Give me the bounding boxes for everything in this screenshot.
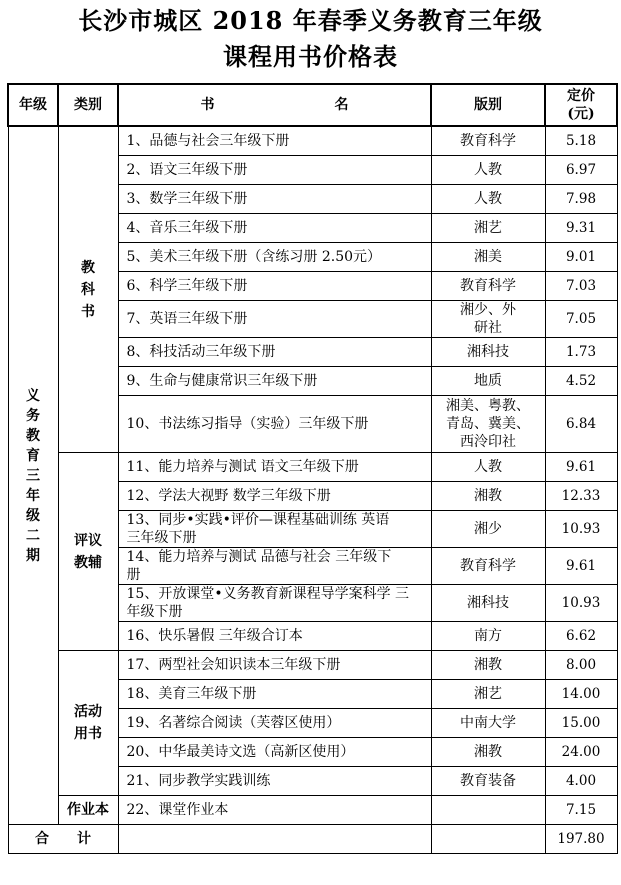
table-row: [8, 126, 617, 156]
price: 7.98: [545, 185, 617, 214]
price: 9.61: [545, 453, 617, 482]
edition: 湘教: [431, 651, 545, 680]
price: 7.15: [545, 796, 617, 825]
book-name: 8、科技活动三年级下册: [118, 338, 431, 367]
edition: 湘科技: [431, 338, 545, 367]
category-activity-cell: [58, 651, 118, 796]
price: 9.61: [545, 548, 617, 585]
price: 6.97: [545, 156, 617, 185]
book-name: 5、美术三年级下册（含练习册 2.50元）: [118, 243, 431, 272]
category-textbook-cell: [58, 126, 118, 453]
grade-cell: [8, 126, 58, 825]
price: 4.52: [545, 367, 617, 396]
edition: 教育装备: [431, 767, 545, 796]
price-table: [7, 83, 618, 854]
category-textbook-label: 教科书: [81, 259, 95, 320]
price: 4.00: [545, 767, 617, 796]
book-name: 11、能力培养与测试 语文三年级下册: [118, 453, 431, 482]
price: 8.00: [545, 651, 617, 680]
edition: 中南大学: [431, 709, 545, 738]
edition: 人教: [431, 156, 545, 185]
header-price-label: 定价: [567, 88, 595, 104]
category-activity-label: 活动用书: [74, 704, 102, 742]
table-row: [8, 651, 617, 680]
price: 10.93: [545, 585, 617, 622]
edition: 湘美: [431, 243, 545, 272]
header-grade: 年级: [8, 84, 58, 126]
book-name: 13、同步•实践•评价—课程基础训练 英语三年级下册: [118, 511, 431, 548]
price: 9.01: [545, 243, 617, 272]
header-price: [545, 84, 617, 126]
edition: 南方: [431, 622, 545, 651]
book-name: 22、课堂作业本: [118, 796, 431, 825]
edition: 湘少: [431, 511, 545, 548]
total-value: 197.80: [545, 825, 617, 854]
category-tutorial-cell: [58, 453, 118, 651]
total-label: 合 计: [8, 825, 118, 854]
book-name: 2、语文三年级下册: [118, 156, 431, 185]
price: 24.00: [545, 738, 617, 767]
book-name: 14、能力培养与测试 品德与社会 三年级下册: [118, 548, 431, 585]
book-name: 17、两型社会知识读本三年级下册: [118, 651, 431, 680]
edition: 教育科学: [431, 272, 545, 301]
book-name: 18、美育三年级下册: [118, 680, 431, 709]
price: 12.33: [545, 482, 617, 511]
edition: 地质: [431, 367, 545, 396]
book-name: 19、名著综合阅读（芙蓉区使用）: [118, 709, 431, 738]
book-name: 7、英语三年级下册: [118, 301, 431, 338]
book-name: 9、生命与健康常识三年级下册: [118, 367, 431, 396]
price: 7.03: [545, 272, 617, 301]
edition: 湘科技: [431, 585, 545, 622]
price: 9.31: [545, 214, 617, 243]
price: 6.84: [545, 396, 617, 453]
edition: 湘少、外研社: [431, 301, 545, 338]
book-name: 4、音乐三年级下册: [118, 214, 431, 243]
book-name: 3、数学三年级下册: [118, 185, 431, 214]
total-empty-cell: [118, 825, 431, 854]
book-name: 1、品德与社会三年级下册: [118, 126, 431, 156]
book-name: 10、书法练习指导（实验）三年级下册: [118, 396, 431, 453]
price: 1.73: [545, 338, 617, 367]
header-price-unit: (元): [567, 106, 595, 122]
book-name: 6、科学三年级下册: [118, 272, 431, 301]
edition: 湘艺: [431, 680, 545, 709]
table-row: [8, 453, 617, 482]
edition: 湘教: [431, 738, 545, 767]
total-empty-cell: [431, 825, 545, 854]
edition: 教育科学: [431, 126, 545, 156]
category-tutorial-label: 评议教辅: [74, 532, 102, 571]
category-homework-cell: 作业本: [58, 796, 118, 825]
edition: 教育科学: [431, 548, 545, 585]
edition: [431, 796, 545, 825]
edition: 湘美、粤教、青岛、冀美、西泠印社: [431, 396, 545, 453]
edition: 人教: [431, 185, 545, 214]
header-category: 类别: [58, 84, 118, 126]
total-row: [8, 825, 617, 854]
page-title: 长沙市城区 2018 年春季义务教育三年级: [78, 6, 543, 35]
price: 15.00: [545, 709, 617, 738]
edition: 湘艺: [431, 214, 545, 243]
header-book-name-b: 名: [334, 97, 349, 113]
price: 5.18: [545, 126, 617, 156]
header-book-name-a: 书: [200, 97, 215, 113]
book-name: 12、学法大视野 数学三年级下册: [118, 482, 431, 511]
book-name: 20、中华最美诗文选（高新区使用）: [118, 738, 431, 767]
header-book-name: [118, 84, 431, 126]
price: 14.00: [545, 680, 617, 709]
book-name: 15、开放课堂•义务教育新课程导学案科学 三年级下册: [118, 585, 431, 622]
book-name: 16、快乐暑假 三年级合订本: [118, 622, 431, 651]
price: 10.93: [545, 511, 617, 548]
table-header-row: [8, 84, 617, 126]
grade-label: 义务教育三年级二期: [26, 387, 40, 564]
edition: 人教: [431, 453, 545, 482]
edition: 湘教: [431, 482, 545, 511]
header-edition: 版别: [431, 84, 545, 126]
table-row: [8, 796, 617, 825]
price: 7.05: [545, 301, 617, 338]
price: 6.62: [545, 622, 617, 651]
book-name: 21、同步教学实践训练: [118, 767, 431, 796]
page-subtitle: 课程用书价格表: [223, 42, 398, 71]
